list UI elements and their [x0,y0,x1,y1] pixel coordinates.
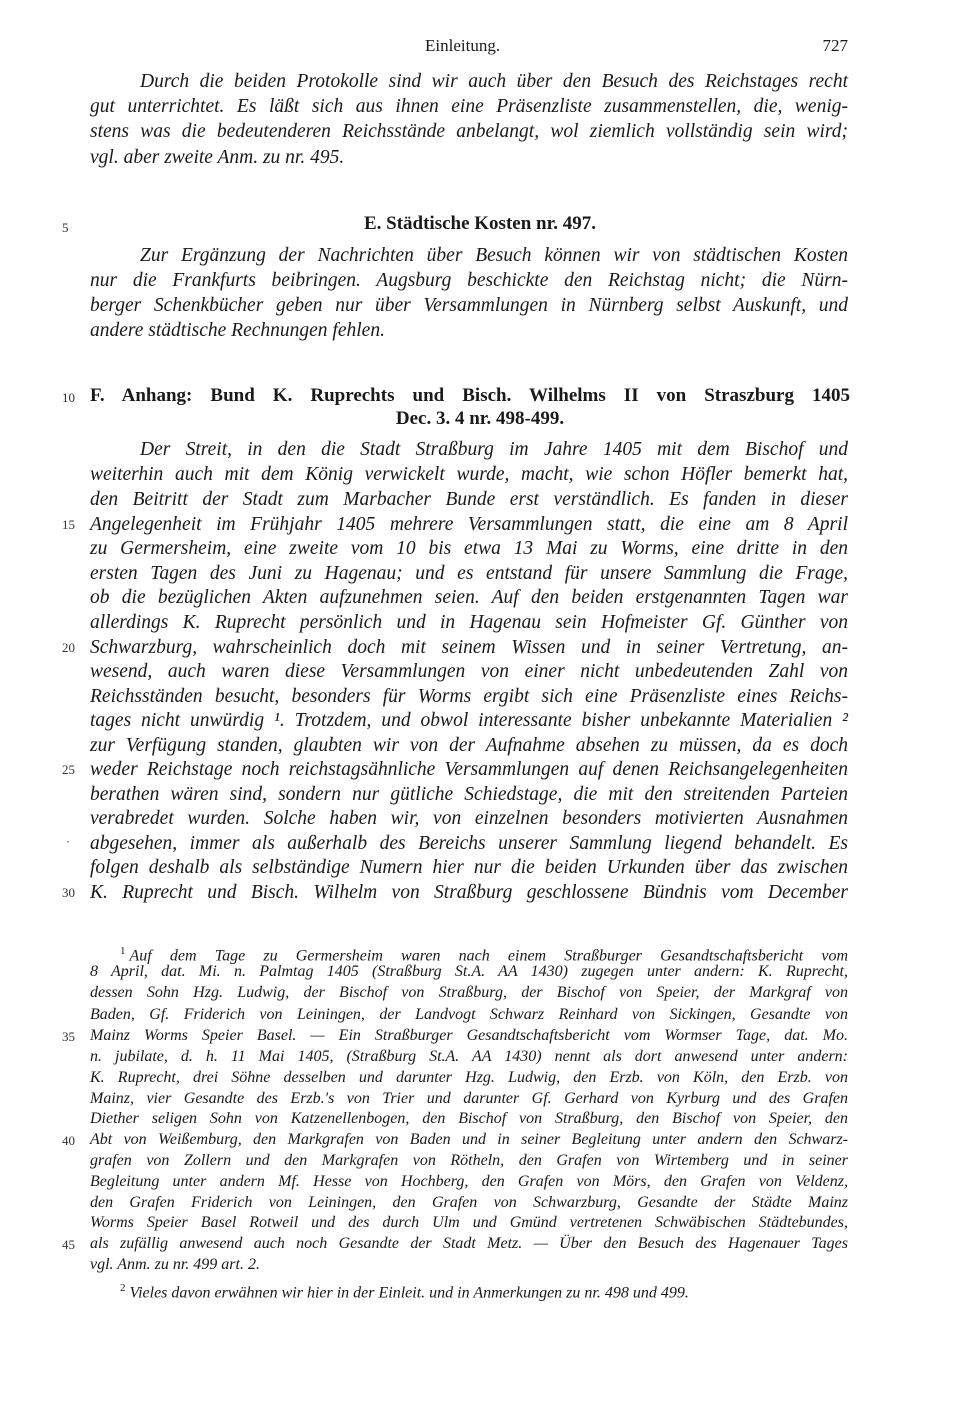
footnote-1-line: Mainz, vier Gesandte des Erzb.'s von Trier und darunter Gf. Gerhard von Kyrburg und des Grafen [90,1090,848,1107]
section-f-line: berathen wären sind, sondern nur gütliche Schiedstage, die mit den streitenden Parteien [90,784,848,805]
section-f-line: verabredet wurden. Solche haben wir, von einzelnen besonders motivierten Ausnahmen [90,808,848,829]
footnote-1-line: dessen Sohn Hzg. Ludwig, der Bischof von Straßburg, der Bischof von Speier, der Markgraf von [90,984,848,1001]
footnote-2-text: Vieles davon erwähnen wir hier in der Einleit. und in Anmerkungen zu nr. 498 und 499. [129,1284,689,1302]
running-title: Einleitung. [425,36,501,55]
section-e-heading: E. Städtische Kosten nr. 497. [363,213,597,234]
footnote-1-line: Mainz Worms Speier Basel. — Ein Straßburger Gesandtschaftsbericht vom Wormser Tage, dat. Mo. [90,1027,848,1044]
section-e-line: berger Schenkbücher geben nur über Versammlungen in Nürnberg selbst Auskunft, und [90,295,848,316]
footnote-1-line: den Grafen Friderich von Leiningen, den Grafen von Schwarzburg, Gesandte der Städte Mainz [90,1194,848,1211]
section-f-line: Reichsständen besucht, besonders für Worms ergibt sich eine Präsenzliste eines Reichs- [90,686,848,707]
footnote-1-line: vgl. Anm. zu nr. 499 art. 2. [90,1256,260,1273]
footnote-1-line: K. Ruprecht, drei Söhne desselben und darunter Hzg. Ludwig, den Erzb. von Köln, den Erzb. von [90,1069,848,1086]
section-f-line: K. Ruprecht und Bisch. Wilhelm von Straßburg geschlossene Bündnis vom December [90,882,848,903]
section-f-line: den Beitritt der Stadt zum Marbacher Bunde erst verständlich. Es fanden in dieser [90,489,848,510]
page-header [90,36,848,58]
intro-line: Durch die beiden Protokolle sind wir auch über den Besuch des Reichstages recht [140,71,848,92]
footnote-1-line: grafen von Zollern und den Markgrafen von Rötheln, den Grafen von Wirtemberg und in seiner [90,1152,848,1169]
section-f-line: weiterhin auch mit dem König verwickelt wurde, macht, wie schon Höfler bemerkt hat, [90,464,848,485]
section-f-line: Angelegenheit im Frühjahr 1405 mehrere Versammlungen statt, die eine am 8 April [90,514,848,535]
footnote-1-mark: 1 [120,945,126,957]
section-f-line: ersten Tagen des Juni zu Hagenau; und es entstand für unsere Sammlung die Frage, [90,563,848,584]
section-e-line: andere städtische Rechnungen fehlen. [90,320,385,341]
footnote-1-line: Diether seligen Sohn von Katzenellenbogen, den Bischof von Straßburg, den Bischof von Speier, den [90,1110,848,1127]
section-f-line: wesend, auch waren diese Versammlungen von einer nicht unbedeutenden Zahl von [90,661,848,682]
line-number: 10 [62,390,75,405]
section-f-line: Schwarzburg, wahrscheinlich doch mit seinem Wissen und in seiner Vertretung, an- [90,637,848,658]
footnote-1-line: n. jubilate, d. h. 11 Mai 1405, (Straßburg St.A. AA 1430) nennt als dort anwesend unter andern: [90,1048,848,1065]
line-number: 40 [62,1133,75,1148]
section-f-line: abgesehen, immer als außerhalb des Bereichs unserer Sammlung liegend behandelt. Es [90,833,848,854]
section-f-line: ob die bezüglichen Akten aufzunehmen seien. Auf den beiden erstgenannten Tagen war [90,587,848,608]
intro-line: stens was die bedeutenderen Reichsstände anbelangt, wol ziemlich vollständig sein wird; [90,121,848,142]
intro-line: vgl. aber zweite Anm. zu nr. 495. [90,147,345,168]
section-f-line: allerdings K. Ruprecht persönlich und in Hagenau sein Hofmeister Gf. Günther von [90,612,848,633]
intro-line: gut unterrichtet. Es läßt sich aus ihnen eine Präsenzliste zusammenstellen, die, wenig- [90,96,848,117]
footnote-1-text: Auf dem Tage zu Germersheim waren nach einem Straßburger Gesandtschaftsbericht vom [129,947,848,965]
footnote-2 [120,1277,848,1304]
section-e-line: nur die Frankfurts beibringen. Augsburg beschickte den Reichstag nicht; die Nürn- [90,270,848,291]
line-number: 25 [62,762,75,777]
footnote-1-line: als zufällig anwesend auch noch Gesandte der Stadt Metz. — Über den Besuch des Hagenauer Tages [90,1235,848,1252]
footnote-1-line: Abt von Weißemburg, den Markgrafen von Baden und in seiner Begleitung unter andern den Schwarz- [90,1131,848,1148]
line-number: 35 [62,1029,75,1044]
section-f-heading-line2: Dec. 3. 4 nr. 498-499. [395,408,565,429]
footnote-1-line: Worms Speier Basel Rotweil und des durch Ulm und Gmünd vertretenen Schwäbischen Städtebundes, [90,1214,848,1231]
section-f-heading-line1: F. Anhang: Bund K. Ruprechts und Bisch. Wilhelms II von Straszburg 1405 [90,385,850,406]
line-number: 45 [62,1237,75,1252]
footnote-2-mark: 2 [120,1282,126,1294]
line-number: 20 [62,640,75,655]
section-e-line: Zur Ergänzung der Nachrichten über Besuch können wir von städtischen Kosten [140,245,848,266]
section-f-line: zu Germersheim, eine zweite vom 10 bis etwa 13 Mai zu Worms, eine dritte in den [90,538,848,559]
section-f-line: weder Reichstage noch reichstagsähnliche Versammlungen auf denen Reichsangelegenheiten [90,759,848,780]
section-f-line: folgen deshalb als selbständige Numern hier nur die beiden Urkunden über das zwischen [90,857,848,878]
margin-dot: · [66,835,70,849]
line-number: 5 [62,220,69,235]
section-f-line: tages nicht unwürdig ¹. Trotzdem, und obwol interessante bisher unbekannte Materialien ² [90,710,848,731]
page-number: 727 [822,36,848,55]
line-number: 30 [62,885,75,900]
line-number: 15 [62,517,75,532]
footnote-1-line: Begleitung unter andern Mf. Hesse von Hochberg, den Grafen von Mörs, den Grafen von Veldenz, [90,1173,848,1190]
section-f-line: Der Streit, in den die Stadt Straßburg im Jahre 1405 mit dem Bischof und [140,439,848,460]
footnote-1-line: 8 April, dat. Mi. n. Palmtag 1405 (Straßburg St.A. AA 1430) zugegen unter andern: K. Ruprecht, [90,963,848,980]
footnote-1-line: Baden, Gf. Friderich von Leiningen, der Landvogt Schwarz Reinhard von Sickingen, Gesandte von [90,1006,848,1023]
section-f-line: zur Verfügung standen, glaubten wir von der Aufnahme absehen zu müssen, da es doch [90,735,848,756]
